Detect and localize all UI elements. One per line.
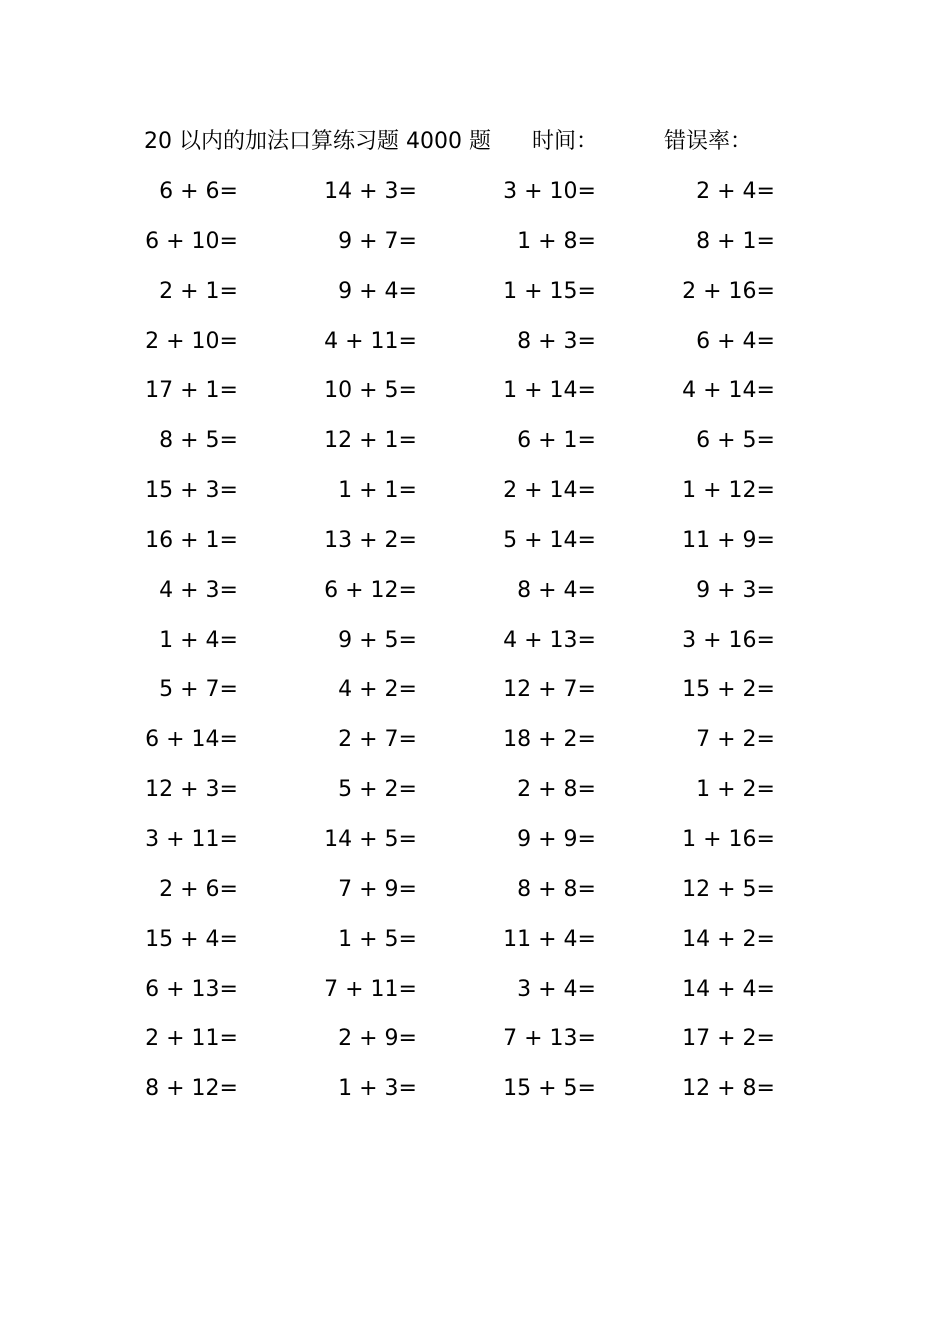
addition-problem: 6 + 12= (324, 577, 417, 603)
addition-problem: 12 + 1= (324, 428, 417, 454)
addition-problem: 5 + 14= (503, 527, 596, 553)
problem-row (0, 765, 950, 815)
addition-problem: 12 + 3= (145, 777, 238, 803)
addition-problem: 7 + 2= (696, 727, 775, 753)
addition-problem: 17 + 1= (145, 378, 238, 404)
addition-problem: 11 + 9= (682, 527, 775, 553)
addition-problem: 15 + 5= (503, 1076, 596, 1102)
addition-problem: 1 + 12= (682, 478, 775, 504)
addition-problem: 14 + 4= (682, 976, 775, 1002)
problem-row (0, 217, 950, 267)
addition-problem: 2 + 16= (682, 278, 775, 304)
addition-problem: 15 + 2= (682, 677, 775, 703)
addition-problem: 4 + 3= (159, 577, 238, 603)
addition-problem: 8 + 12= (145, 1076, 238, 1102)
addition-problem: 7 + 13= (503, 1026, 596, 1052)
addition-problem: 13 + 2= (324, 527, 417, 553)
problem-row (0, 317, 950, 367)
addition-problem: 6 + 14= (145, 727, 238, 753)
addition-problem: 9 + 9= (517, 826, 596, 852)
addition-problem: 5 + 7= (159, 677, 238, 703)
addition-problem: 6 + 6= (159, 179, 238, 204)
problem-row (0, 915, 950, 965)
addition-problem: 3 + 10= (503, 179, 596, 204)
addition-problem: 12 + 8= (682, 1076, 775, 1102)
addition-problem: 3 + 4= (517, 976, 596, 1002)
addition-problem: 4 + 14= (682, 378, 775, 404)
addition-problem: 6 + 13= (145, 976, 238, 1002)
addition-problem: 3 + 11= (145, 826, 238, 852)
addition-problem: 15 + 3= (145, 478, 238, 504)
addition-problem: 6 + 1= (517, 428, 596, 454)
problem-row (0, 416, 950, 466)
addition-problem: 14 + 3= (324, 179, 417, 204)
addition-problem: 15 + 4= (145, 926, 238, 952)
problem-row (0, 616, 950, 666)
worksheet-header (0, 124, 950, 160)
addition-problem: 2 + 10= (145, 328, 238, 354)
addition-problem: 11 + 4= (503, 926, 596, 952)
addition-problem: 2 + 4= (696, 179, 775, 204)
addition-problem: 4 + 13= (503, 627, 596, 653)
problem-row (0, 267, 950, 317)
addition-problem: 12 + 7= (503, 677, 596, 703)
addition-problem: 7 + 9= (338, 876, 417, 902)
problem-row (0, 965, 950, 1015)
problem-row (0, 715, 950, 765)
addition-problem: 10 + 5= (324, 378, 417, 404)
addition-problem: 8 + 8= (517, 876, 596, 902)
problem-row (0, 167, 950, 217)
problem-row (0, 815, 950, 865)
worksheet-title: 20 以内的加法口算练习题 4000 题 (144, 129, 491, 154)
addition-problem: 2 + 6= (159, 876, 238, 902)
addition-problem: 1 + 3= (338, 1076, 417, 1102)
addition-problem: 1 + 4= (159, 627, 238, 653)
addition-problem: 9 + 4= (338, 278, 417, 304)
addition-problem: 2 + 7= (338, 727, 417, 753)
addition-problem: 1 + 8= (517, 228, 596, 254)
addition-problem: 8 + 4= (517, 577, 596, 603)
addition-problem: 6 + 10= (145, 228, 238, 254)
problem-row (0, 1064, 950, 1114)
addition-problem: 6 + 4= (696, 328, 775, 354)
time-label: 时间： (532, 129, 599, 154)
addition-problem: 4 + 11= (324, 328, 417, 354)
problem-row (0, 566, 950, 616)
problem-row (0, 466, 950, 516)
addition-problem: 2 + 1= (159, 278, 238, 304)
addition-problem: 14 + 2= (682, 926, 775, 952)
addition-problem: 1 + 16= (682, 826, 775, 852)
addition-problem: 8 + 1= (696, 228, 775, 254)
addition-problem: 2 + 14= (503, 478, 596, 504)
addition-problem: 1 + 14= (503, 378, 596, 404)
addition-problem: 8 + 5= (159, 428, 238, 454)
problem-row (0, 1014, 950, 1064)
addition-problem: 6 + 5= (696, 428, 775, 454)
addition-problem: 1 + 15= (503, 278, 596, 304)
addition-problem: 2 + 8= (517, 777, 596, 803)
addition-problem: 14 + 5= (324, 826, 417, 852)
addition-problem: 7 + 11= (324, 976, 417, 1002)
addition-problem: 1 + 5= (338, 926, 417, 952)
problem-row (0, 865, 950, 915)
problem-row (0, 516, 950, 566)
addition-problem: 9 + 7= (338, 228, 417, 254)
addition-problem: 9 + 5= (338, 627, 417, 653)
addition-problem: 1 + 1= (338, 478, 417, 504)
addition-problem: 3 + 16= (682, 627, 775, 653)
addition-problem: 2 + 9= (338, 1026, 417, 1052)
addition-problem: 12 + 5= (682, 876, 775, 902)
addition-problem: 18 + 2= (503, 727, 596, 753)
problem-row (0, 366, 950, 416)
addition-problem: 4 + 2= (338, 677, 417, 703)
addition-problem: 2 + 11= (145, 1026, 238, 1052)
addition-problem: 9 + 3= (696, 577, 775, 603)
addition-problem: 17 + 2= (682, 1026, 775, 1052)
problem-grid (0, 167, 950, 1114)
addition-problem: 5 + 2= (338, 777, 417, 803)
addition-problem: 1 + 2= (696, 777, 775, 803)
problem-row (0, 665, 950, 715)
addition-problem: 16 + 1= (145, 527, 238, 553)
addition-problem: 8 + 3= (517, 328, 596, 354)
error-rate-label: 错误率： (664, 129, 753, 154)
